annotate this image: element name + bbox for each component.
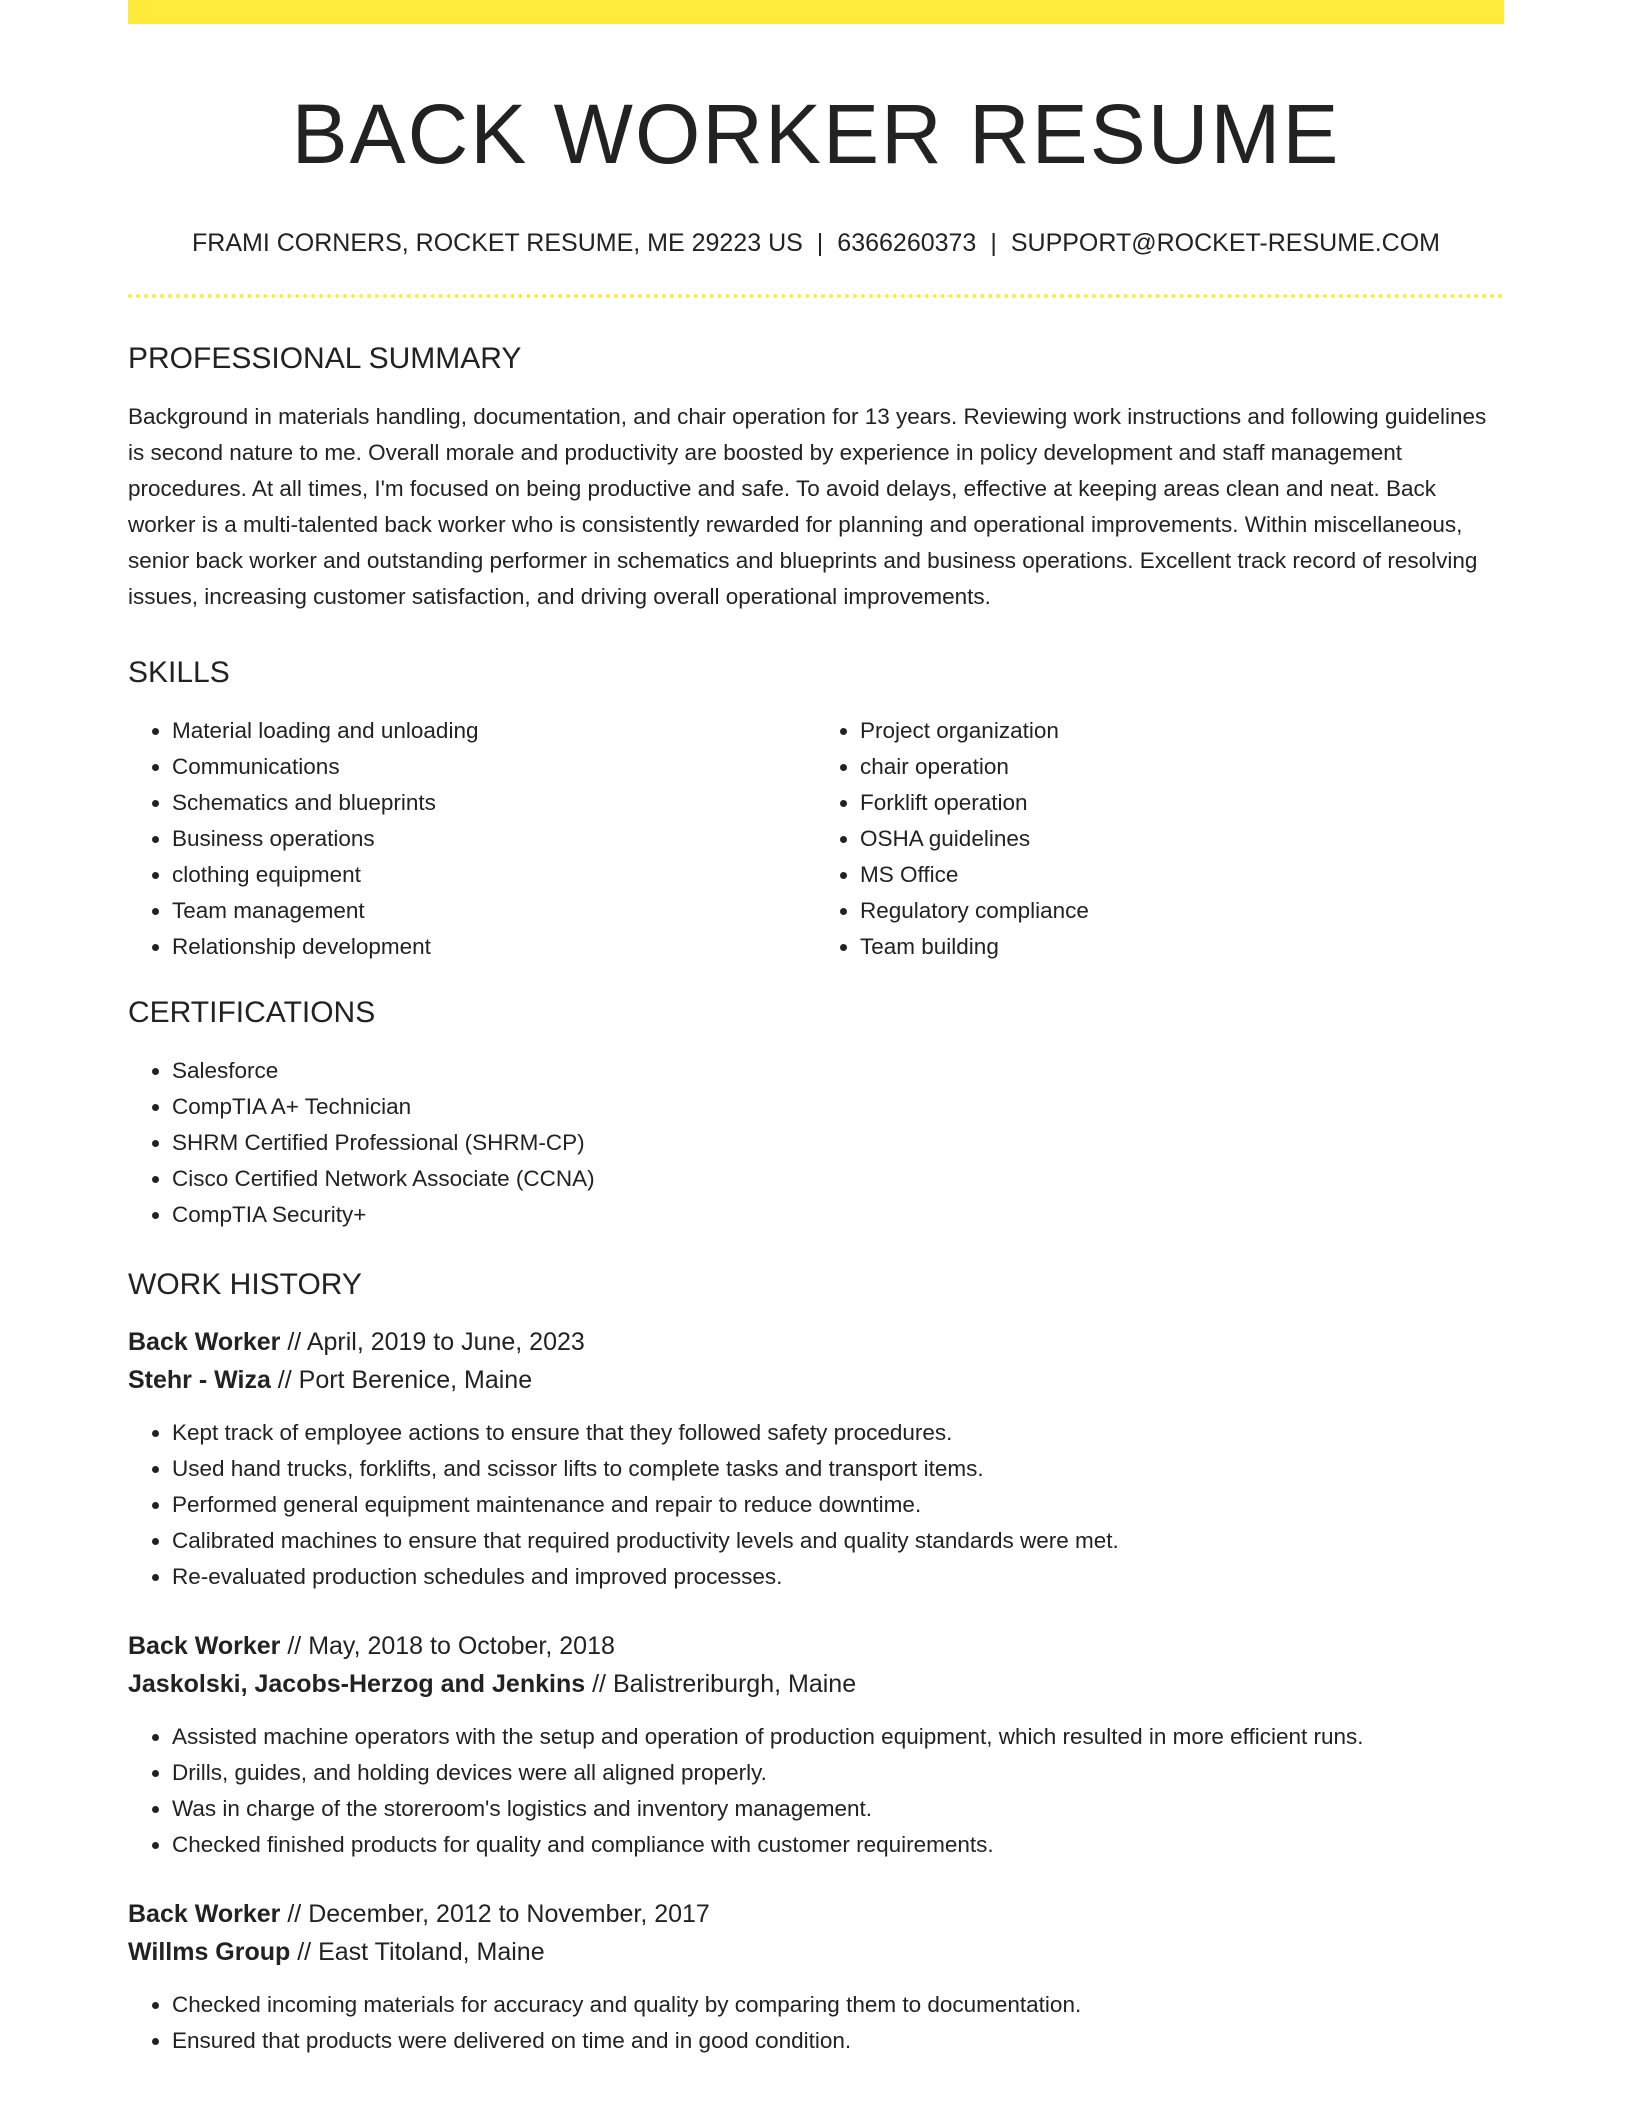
- skills-list-left: [128, 713, 816, 965]
- skill-item: • Forklift operation: [860, 785, 1504, 821]
- job-separator: //: [290, 1938, 319, 1967]
- job-dates: December, 2012 to November, 2017: [308, 1900, 710, 1929]
- summary-text: Background in materials handling, documentation, and chair operation for 13 years. Reviewing work instructions and following guidelines is second nature to me. Overall morale and productivity are boosted by experience in policy development and staff management procedures. At all times, I'm focused on being productive and safe. To avoid delays, effective at keeping areas clean and neat. Back worker is a multi-talented back worker who is consistently rewarded for planning and operational improvements. Within miscellaneous, senior back worker and outstanding performer in schematics and blueprints and business operations. Excellent track record of resolving issues, increasing customer satisfaction, and driving overall operational improvements.: [128, 404, 1487, 610]
- skill-item: • chair operation: [860, 749, 1504, 785]
- contact-address: FRAMI CORNERS, ROCKET RESUME, ME 29223 US: [192, 228, 803, 257]
- job-company: Jaskolski, Jacobs-Herzog and Jenkins: [128, 1670, 586, 1699]
- job-dates: May, 2018 to October, 2018: [308, 1632, 615, 1661]
- job-bullet: • Performed general equipment maintenance and repair to reduce downtime.: [172, 1487, 1504, 1523]
- job-title: Back Worker: [128, 1632, 281, 1661]
- job-location: Balistreriburgh, Maine: [612, 1670, 857, 1699]
- certification-item: • Salesforce: [172, 1053, 1504, 1089]
- job-bullet: • Ensured that products were delivered on time and in good condition.: [172, 2023, 1504, 2059]
- certifications-list: [128, 1053, 1504, 1233]
- job-bullet: • Kept track of employee actions to ensure that they followed safety procedures.: [172, 1415, 1504, 1451]
- job-title-line: [128, 1323, 1504, 1361]
- job-bullets: [128, 1415, 1504, 1595]
- skills-heading: SKILLS: [128, 656, 230, 690]
- skills-columns: [128, 713, 1504, 965]
- certification-item: • CompTIA Security+: [172, 1197, 1504, 1233]
- job-entry: [128, 1323, 1504, 1595]
- contact-separator: |: [816, 228, 824, 257]
- skill-item: • Team building: [860, 929, 1504, 965]
- skills-list-right: [816, 713, 1504, 965]
- job-company-line: [128, 1933, 1504, 1971]
- job-separator: //: [280, 1900, 309, 1929]
- job-separator: //: [280, 1328, 307, 1357]
- contact-email: SUPPORT@ROCKET-RESUME.COM: [1010, 228, 1440, 257]
- job-bullet: • Checked incoming materials for accuracy and quality by comparing them to documentation.: [172, 1987, 1504, 2023]
- skill-item: • Regulatory compliance: [860, 893, 1504, 929]
- job-bullets: [128, 1719, 1504, 1863]
- job-bullets: [128, 1987, 1504, 2059]
- job-bullet: • Checked finished products for quality and compliance with customer requirements.: [172, 1827, 1504, 1863]
- certifications-section: [128, 995, 1504, 1233]
- job-location: East Titoland, Maine: [318, 1938, 545, 1967]
- job-title: Back Worker: [128, 1328, 281, 1357]
- job-bullet: • Drills, guides, and holding devices were all aligned properly.: [172, 1755, 1504, 1791]
- job-bullet: • Re-evaluated production schedules and improved processes.: [172, 1559, 1504, 1595]
- skills-section: [128, 655, 1504, 965]
- contact-line: [128, 227, 1504, 260]
- job-bullet: • Assisted machine operators with the setup and operation of production equipment, which resulted in more efficient runs.: [172, 1719, 1504, 1755]
- job-company: Stehr - Wiza: [128, 1366, 271, 1395]
- work-history-section: [128, 1267, 1504, 2059]
- certifications-heading: CERTIFICATIONS: [128, 996, 376, 1030]
- job-bullet: • Calibrated machines to ensure that required productivity levels and quality standards were met.: [172, 1523, 1504, 1559]
- skill-item: • Material loading and unloading: [172, 713, 816, 749]
- job-bullet: • Used hand trucks, forklifts, and scissor lifts to complete tasks and transport items.: [172, 1451, 1504, 1487]
- skill-item: • OSHA guidelines: [860, 821, 1504, 857]
- job-separator: //: [280, 1632, 309, 1661]
- resume-title: BACK WORKER RESUME: [291, 87, 1341, 181]
- job-separator: //: [270, 1366, 299, 1395]
- job-entry: [128, 1895, 1504, 2059]
- work-history-heading: WORK HISTORY: [128, 1268, 362, 1302]
- top-accent-bar: [128, 0, 1504, 24]
- certification-item: • CompTIA A+ Technician: [172, 1089, 1504, 1125]
- summary-heading: PROFESSIONAL SUMMARY: [128, 342, 522, 376]
- job-entry: [128, 1627, 1504, 1863]
- skill-item: • Schematics and blueprints: [172, 785, 816, 821]
- job-title-line: [128, 1627, 1504, 1665]
- skill-item: • Team management: [172, 893, 816, 929]
- summary-section: [128, 341, 1504, 615]
- job-title: Back Worker: [128, 1900, 281, 1929]
- skill-item: • MS Office: [860, 857, 1504, 893]
- job-dates: April, 2019 to June, 2023: [306, 1328, 585, 1357]
- certification-item: • SHRM Certified Professional (SHRM-CP): [172, 1125, 1504, 1161]
- contact-separator: |: [990, 228, 997, 257]
- job-bullet: • Was in charge of the storeroom's logistics and inventory management.: [172, 1791, 1504, 1827]
- skill-item: • Project organization: [860, 713, 1504, 749]
- job-location: Port Berenice, Maine: [298, 1366, 533, 1395]
- job-separator: //: [585, 1670, 613, 1699]
- job-company-line: [128, 1665, 1504, 1703]
- job-title-line: [128, 1895, 1504, 1933]
- skill-item: • Relationship development: [172, 929, 816, 965]
- job-company-line: [128, 1361, 1504, 1399]
- resume-page: [128, 0, 1504, 2059]
- contact-phone: 6366260373: [837, 228, 977, 257]
- certification-item: • Cisco Certified Network Associate (CCNA): [172, 1161, 1504, 1197]
- skill-item: • clothing equipment: [172, 857, 816, 893]
- header-divider: [128, 294, 1504, 298]
- skill-item: • Business operations: [172, 821, 816, 857]
- job-company: Willms Group: [128, 1938, 291, 1967]
- skill-item: • Communications: [172, 749, 816, 785]
